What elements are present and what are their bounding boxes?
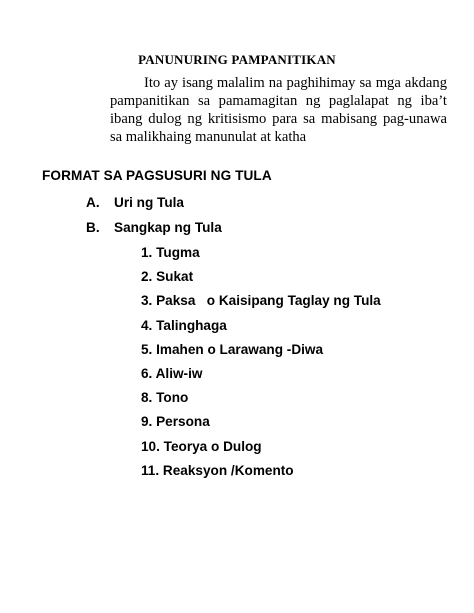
- outline-marker: B.: [86, 220, 100, 235]
- outline-label: Sangkap ng Tula: [114, 220, 222, 235]
- sub-item-aliw-iw: 6. Aliw-iw: [141, 366, 203, 381]
- sub-item-reaksyon: 11. Reaksyon /Komento: [141, 463, 294, 478]
- outline-item-a: [86, 195, 184, 210]
- sub-item-teorya: 10. Teorya o Dulog: [141, 439, 262, 454]
- sub-item-talinghaga: 4. Talinghaga: [141, 318, 227, 333]
- sub-item-tono: 8. Tono: [141, 390, 189, 405]
- outline-item-b: [86, 220, 222, 235]
- document-title: PANUNURING PAMPANITIKAN: [138, 52, 336, 67]
- outline-label: Uri ng Tula: [114, 195, 184, 210]
- sub-item-sukat: 2. Sukat: [141, 269, 194, 284]
- sub-item-persona: 9. Persona: [141, 414, 210, 429]
- outline-marker: A.: [86, 195, 100, 210]
- intro-paragraph: Ito ay isang malalim na paghihimay sa mga akdang pampanitikan sa pamamagitan ng paglalapat ng iba’t ibang dulog ng kritisismo para sa mabisang pag-unawa sa malikhaing manunulat at katha: [110, 75, 447, 145]
- section-heading: FORMAT SA PAGSUSURI NG TULA: [42, 168, 272, 183]
- sub-item-imahen: 5. Imahen o Larawang -Diwa: [141, 342, 324, 357]
- sub-item-tugma: 1. Tugma: [141, 245, 200, 260]
- sub-item-paksa: 3. Paksa o Kaisipang Taglay ng Tula: [141, 293, 381, 308]
